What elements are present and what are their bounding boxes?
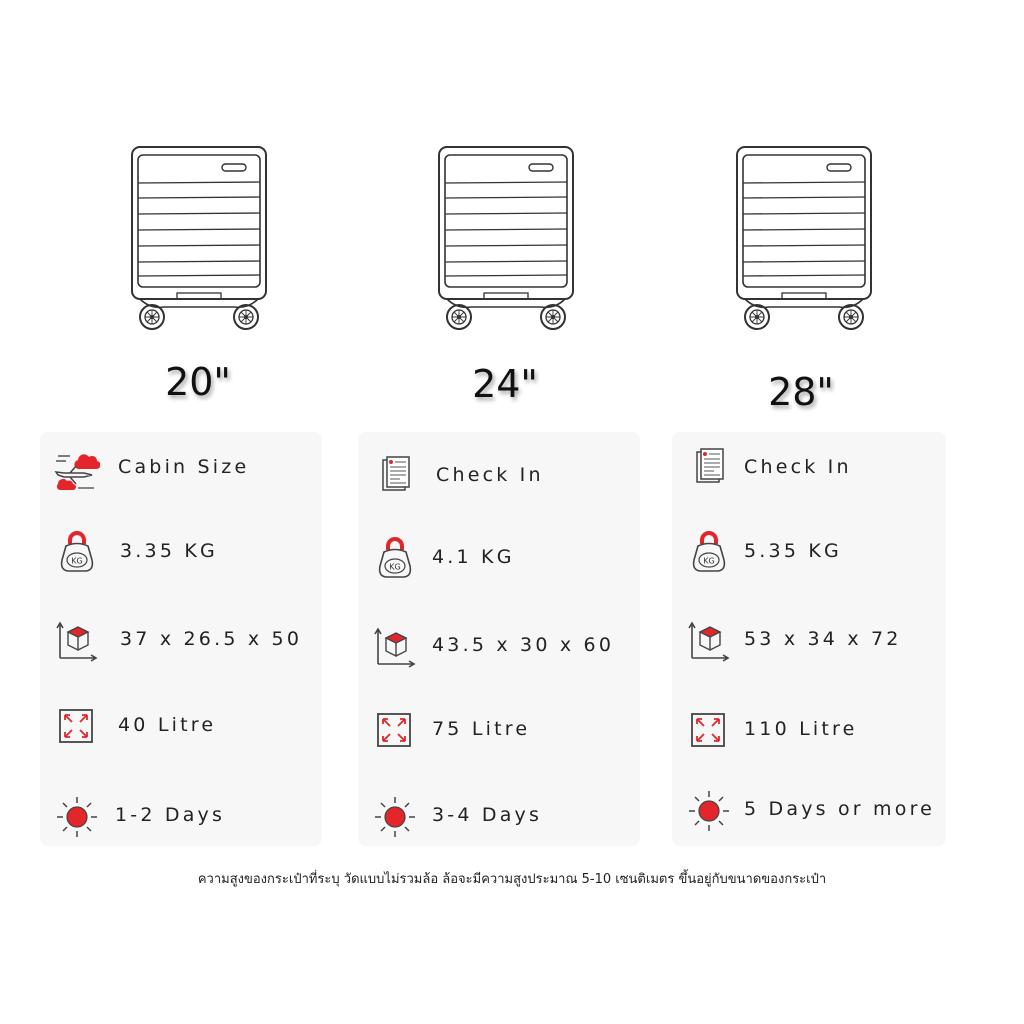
expand-volume-icon (372, 708, 418, 754)
spec-delivery: 3-4 Days (432, 804, 543, 826)
spec-type: Check In (744, 456, 852, 478)
kettlebell-weight-icon (372, 536, 418, 582)
spec-card-28 (672, 432, 946, 846)
spec-row-delivery (358, 794, 640, 844)
spec-type: Check In (436, 464, 544, 486)
size-label-20: 20" (165, 360, 231, 404)
spec-weight: 5.35 KG (744, 540, 842, 562)
expand-volume-icon (686, 708, 732, 754)
spec-row-volume (358, 708, 640, 758)
spec-dimensions: 43.5 x 30 x 60 (432, 634, 615, 656)
spec-volume: 75 Litre (432, 718, 531, 740)
spec-row-type (672, 446, 946, 496)
spec-card-20 (40, 432, 322, 846)
spec-row-weight (358, 536, 640, 586)
document-checklist-icon (372, 454, 418, 500)
suitcase-28-image (735, 143, 875, 335)
spec-weight: 3.35 KG (120, 540, 218, 562)
spec-dimensions: 37 x 26.5 x 50 (120, 628, 303, 650)
spec-row-dimensions (672, 618, 946, 668)
kettlebell-weight-icon (686, 530, 732, 576)
airplane-cloud-icon (54, 446, 100, 492)
box-dimensions-icon (54, 618, 100, 664)
spec-type: Cabin Size (118, 456, 250, 478)
expand-volume-icon (54, 704, 100, 750)
spec-row-weight (672, 530, 946, 580)
spec-delivery: 1-2 Days (115, 804, 226, 826)
height-note: ความสูงของกระเป๋าที่ระบุ วัดแบบไม่รวมล้อ ล้อจะมีความสูงประมาณ 5-10 เซนติเมตร ขึ้นอยู่กับขนาดของกระเป๋า (197, 872, 827, 887)
spec-card-24 (358, 432, 640, 846)
spec-row-delivery (672, 788, 946, 838)
suitcase-24-image (437, 143, 577, 335)
spec-row-volume (40, 704, 322, 754)
spec-row-dimensions (358, 624, 640, 674)
spec-row-volume (672, 708, 946, 758)
box-dimensions-icon (686, 618, 732, 664)
sun-icon (372, 794, 418, 840)
spec-row-delivery (40, 794, 322, 844)
suitcase-20-image (130, 143, 270, 335)
sun-icon (54, 794, 100, 840)
spec-dimensions: 53 x 34 x 72 (744, 628, 902, 650)
sun-icon (686, 788, 732, 834)
spec-row-dimensions (40, 618, 322, 668)
spec-row-weight (40, 530, 322, 580)
spec-delivery: 5 Days or more (744, 798, 936, 820)
spec-weight: 4.1 KG (432, 546, 515, 568)
spec-row-type (358, 454, 640, 504)
spec-row-type (40, 446, 322, 496)
box-dimensions-icon (372, 624, 418, 670)
size-label-24: 24" (472, 362, 538, 406)
spec-volume: 110 Litre (744, 718, 858, 740)
spec-volume: 40 Litre (118, 714, 217, 736)
size-label-28: 28" (768, 370, 834, 414)
kettlebell-weight-icon (54, 530, 100, 576)
document-checklist-icon (686, 446, 732, 492)
